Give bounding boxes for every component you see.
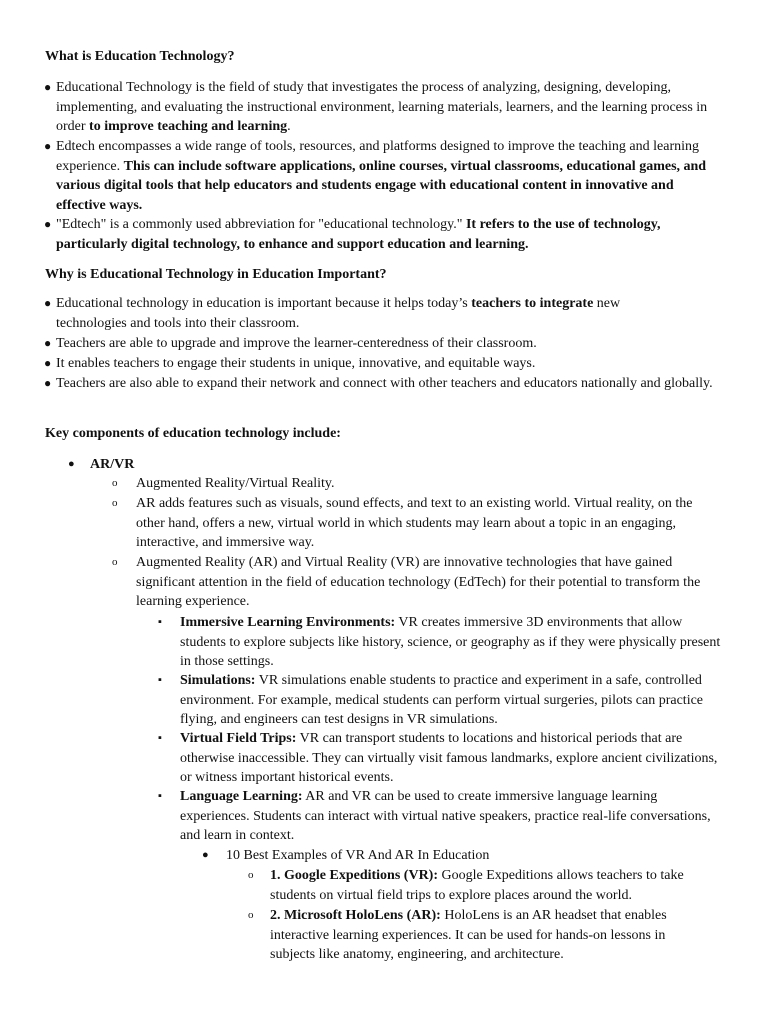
circle-bullet-marker: o [248, 869, 254, 881]
bullet-marker: ● [44, 356, 52, 370]
bullet-item: ● Edtech encompasses a wide range of tools, resources, and platforms designed to improve the teaching and learning experience. This can include software applications, online courses, virtual classrooms, educational games, and various digital tools that help educators and students engage with educational content in innovative and effective ways. [44, 137, 709, 216]
examples-list-heading: ● 10 Best Examples of VR And AR In Education [202, 846, 722, 866]
bullet-item: ● Teachers are also able to expand their network and connect with other teachers and educators nationally and globally. [44, 374, 714, 394]
bullet-marker: ● [44, 376, 52, 390]
circle-bullet-marker: o [112, 477, 118, 489]
section-heading-why-important: Why is Educational Technology in Education Important? [45, 267, 387, 282]
square-bullet-marker: ▪ [158, 732, 162, 744]
list-item: o AR adds features such as visuals, sound effects, and text to an existing world. Virtual reality, on the other hand, offers a new, virtual world in which students may learn about a topic in an engaging, interactive, and immersive way. [112, 494, 716, 553]
example-item: o 2. Microsoft HoloLens (AR): HoloLens is an AR headset that enables interactive learning experiences. It can be used for hands-on lessons in subjects like anatomy, engineering, and architecture. [248, 906, 710, 965]
bullet-item: ● "Edtech" is a commonly used abbreviation for "educational technology." It refers to the use of technology, particularly digital technology, to enhance and support education and learning. [44, 215, 720, 254]
bullet-marker: ● [44, 336, 52, 350]
list-item: o Augmented Reality (AR) and Virtual Reality (VR) are innovative technologies that have gained significant attention in the field of education technology (EdTech) for their potential to transform the learning experience. [112, 553, 724, 612]
bullet-marker: ● [44, 217, 52, 231]
square-bullet-marker: ▪ [158, 674, 162, 686]
bullet-marker: ● [44, 80, 52, 94]
section-heading-what-is-edtech: What is Education Technology? [45, 49, 235, 64]
bullet-marker: ● [44, 139, 52, 153]
bullet-marker: ● [202, 849, 209, 861]
square-bullet-marker: ▪ [158, 616, 162, 628]
circle-bullet-marker: o [248, 909, 254, 921]
bullet-item: ● It enables teachers to engage their students in unique, innovative, and equitable ways. [44, 354, 720, 374]
sub-list-item: ▪ Simulations: VR simulations enable students to practice and experiment in a safe, controlled environment. For example, medical students can perform virtual surgeries, pilots can practice flying, and engineers can test designs in VR simulations. [158, 671, 724, 730]
bullet-marker: ● [44, 296, 52, 310]
bullet-item: ● Educational Technology is the field of study that investigates the process of analyzing, designing, developing, implementing, and evaluating the instructional environment, learning materials, learners, and the learning process in order to improve teaching and learning. [44, 78, 721, 137]
bullet-item: ● Teachers are able to upgrade and improve the learner-centeredness of their classroom. [44, 334, 720, 354]
sub-list-item: ▪ Language Learning: AR and VR can be used to create immersive language learning experiences. Students can interact with virtual native speakers, practice real-life conversations, and learn in context. [158, 787, 724, 846]
bullet-item: ● Educational technology in education is important because it helps today’s teachers to integrate new technologies and tools into their classroom. [44, 294, 674, 333]
sub-list-item: ▪ Immersive Learning Environments: VR creates immersive 3D environments that allow students to explore subjects like history, science, or geography as if they were physically present in those settings. [158, 613, 724, 672]
circle-bullet-marker: o [112, 556, 118, 568]
section-heading-key-components: Key components of education technology include: [45, 426, 341, 441]
example-item: o 1. Google Expeditions (VR): Google Expeditions allows teachers to take students on virtual field trips to explore places around the world. [248, 866, 720, 905]
sub-list-item: ▪ Virtual Field Trips: VR can transport students to locations and historical periods that are otherwise inaccessible. They can virtually visit famous landmarks, explore ancient civilizations, or witness important historical events. [158, 729, 724, 788]
square-bullet-marker: ▪ [158, 790, 162, 802]
list-item-arvr: ● AR/VR [68, 455, 708, 475]
circle-bullet-marker: o [112, 497, 118, 509]
bullet-marker: ● [68, 458, 75, 470]
list-item: o Augmented Reality/Virtual Reality. [112, 474, 712, 494]
